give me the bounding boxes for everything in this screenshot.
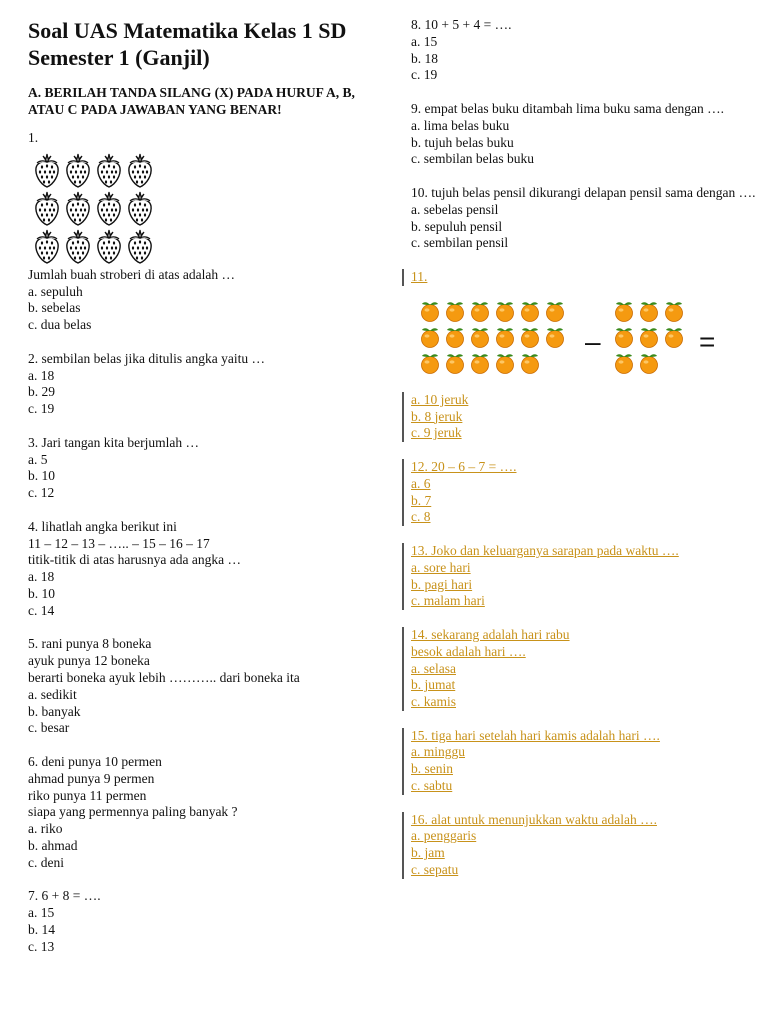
instruction-heading: A. BERILAH TANDA SILANG (X) PADA HURUF A, B, ATAU C PADA JAWABAN YANG BENAR!	[28, 85, 355, 117]
orange-icon	[663, 326, 685, 348]
question-8	[411, 17, 756, 84]
orange-subtraction-picture	[419, 300, 756, 390]
option-b: b. 14	[28, 921, 55, 937]
question-line-3: riko punya 11 permen	[28, 787, 147, 803]
orange-icon	[519, 326, 541, 348]
option-c: c. deni	[28, 854, 64, 870]
orange-icon	[663, 300, 685, 322]
orange-icon	[469, 300, 491, 322]
option-a: a. 18	[28, 367, 55, 383]
strawberry-icon	[63, 189, 93, 227]
change-bar	[402, 392, 404, 442]
option-a: a. riko	[28, 821, 63, 837]
option-c: c. dua belas	[28, 317, 92, 333]
question-10	[411, 185, 756, 252]
minus-sign: –	[585, 325, 601, 357]
left-column	[28, 0, 378, 955]
question-line-3: berarti boneka ayuk lebih ……….. dari boneka ita	[28, 669, 300, 685]
orange-icon	[444, 352, 466, 374]
orange-icon	[419, 326, 441, 348]
question-text: 13. Joko dan keluarganya sarapan pada waktu ….	[411, 542, 679, 558]
question-text: 7. 6 + 8 = ….	[28, 888, 101, 904]
question-text: 14. sekarang adalah hari rabu	[411, 626, 570, 642]
orange-icon	[494, 326, 516, 348]
orange-icon	[613, 326, 635, 348]
question-11	[411, 269, 756, 390]
orange-icon	[494, 300, 516, 322]
option-c: c. 9 jeruk	[411, 425, 462, 441]
question-text: 2. sembilan belas jika ditulis angka yaitu …	[28, 350, 265, 366]
option-c: c. 13	[28, 938, 55, 954]
strawberry-icon	[32, 151, 62, 189]
change-bar	[402, 459, 404, 526]
option-c: c. 8	[411, 509, 431, 525]
orange-icon	[519, 352, 541, 374]
question-9	[411, 101, 756, 168]
strawberry-icon	[32, 189, 62, 227]
option-b: b. 10	[28, 468, 55, 484]
option-a: a. lima belas buku	[411, 117, 510, 133]
question-line-1: 6. deni punya 10 permen	[28, 753, 162, 769]
question-text-2: besok adalah hari ….	[411, 643, 526, 659]
option-b: b. ahmad	[28, 837, 78, 853]
change-bar	[402, 627, 404, 711]
option-c: c. sembilan belas buku	[411, 151, 534, 167]
question-6	[28, 754, 378, 872]
question-text: 8. 10 + 5 + 4 = ….	[411, 17, 512, 32]
option-c: c. 14	[28, 602, 55, 618]
question-line-4: siapa yang permennya paling banyak ?	[28, 804, 238, 820]
orange-icon	[613, 300, 635, 322]
orange-icon	[638, 352, 660, 374]
question-5	[28, 636, 378, 737]
option-a: a. minggu	[411, 744, 465, 760]
option-b: b. jam	[411, 845, 445, 861]
option-b: b. sebelas	[28, 300, 81, 316]
option-b: b. senin	[411, 761, 453, 777]
strawberry-icon	[32, 227, 62, 265]
question-number: 1.	[28, 130, 39, 145]
strawberry-icon	[94, 227, 124, 265]
option-a: a. sepuluh	[28, 283, 83, 299]
equals-sign: =	[699, 325, 716, 357]
option-a: a. 18	[28, 569, 55, 585]
question-16	[411, 812, 756, 879]
question-text: 9. empat belas buku ditambah lima buku sama dengan ….	[411, 100, 725, 116]
option-c: c. sepatu	[411, 862, 459, 878]
strawberry-icon	[94, 151, 124, 189]
option-a: a. penggaris	[411, 828, 477, 844]
orange-icon	[638, 326, 660, 348]
question-text: 15. tiga hari setelah hari kamis adalah hari ….	[411, 727, 660, 743]
orange-icon	[519, 300, 541, 322]
option-a: a. 6	[411, 475, 431, 491]
orange-icon	[419, 300, 441, 322]
question-line-2: ahmad punya 9 permen	[28, 770, 155, 786]
orange-icon	[544, 326, 566, 348]
question-4	[28, 519, 378, 620]
question-text: 10. tujuh belas pensil dikurangi delapan pensil sama dengan ….	[411, 184, 756, 200]
question-12	[411, 459, 756, 526]
right-column	[411, 17, 756, 879]
option-a: a. sedikit	[28, 686, 77, 702]
question-1	[28, 130, 378, 334]
change-bar	[402, 543, 404, 610]
question-2	[28, 351, 378, 418]
option-b: b. banyak	[28, 703, 81, 719]
option-c: c. 12	[28, 485, 55, 501]
strawberry-icon	[125, 227, 155, 265]
orange-icon	[419, 352, 441, 374]
option-b: b. pagi hari	[411, 576, 473, 592]
option-c: c. malam hari	[411, 593, 485, 609]
strawberry-picture	[32, 151, 378, 265]
question-text-2: titik-titik di atas harusnya ada angka …	[28, 552, 241, 568]
question-line-1: 5. rani punya 8 boneka	[28, 636, 152, 652]
question-text: 16. alat untuk menunjukkan waktu adalah ….	[411, 811, 657, 827]
change-bar	[402, 728, 404, 795]
option-c: c. 19	[411, 67, 438, 83]
option-b: b. 7	[411, 492, 432, 508]
orange-icon	[613, 352, 635, 374]
orange-icon	[469, 352, 491, 374]
question-line-2: ayuk punya 12 boneka	[28, 653, 150, 669]
orange-icon	[469, 326, 491, 348]
option-a: a. 5	[28, 451, 48, 467]
strawberry-icon	[125, 189, 155, 227]
question-number: 11.	[411, 268, 428, 284]
question-3	[28, 435, 378, 502]
question-13	[411, 543, 756, 610]
option-a: a. 15	[28, 905, 55, 921]
orange-icon	[638, 300, 660, 322]
option-a: a. sebelas pensil	[411, 201, 499, 217]
option-c: c. kamis	[411, 694, 456, 710]
change-bar	[402, 269, 404, 286]
strawberry-icon	[63, 227, 93, 265]
option-c: c. sabtu	[411, 778, 453, 794]
option-a: a. 15	[411, 33, 438, 49]
question-14	[411, 627, 756, 711]
orange-icon	[494, 352, 516, 374]
question-7	[28, 888, 378, 955]
option-c: c. sembilan pensil	[411, 235, 509, 251]
option-a: a. sore hari	[411, 559, 471, 575]
option-b: b. 29	[28, 384, 55, 400]
option-c: c. 19	[28, 401, 55, 417]
option-b: b. 18	[411, 50, 438, 66]
option-b: b. 8 jeruk	[411, 408, 463, 424]
number-sequence: 11 – 12 – 13 – ….. – 15 – 16 – 17	[28, 535, 210, 551]
question-11-options	[411, 392, 756, 442]
option-b: b. jumat	[411, 677, 456, 693]
option-b: b. 10	[28, 585, 55, 601]
option-b: b. tujuh belas buku	[411, 134, 514, 150]
option-a: a. selasa	[411, 660, 456, 676]
document-title: Soal UAS Matematika Kelas 1 SD Semester 1 (Ganjil)	[28, 18, 347, 70]
orange-icon	[544, 300, 566, 322]
change-bar	[402, 812, 404, 879]
question-text: 4. lihatlah angka berikut ini	[28, 518, 177, 534]
strawberry-icon	[63, 151, 93, 189]
option-a: a. 10 jeruk	[411, 391, 469, 407]
option-b: b. sepuluh pensil	[411, 218, 503, 234]
question-text: 12. 20 – 6 – 7 = ….	[411, 458, 517, 474]
option-c: c. besar	[28, 720, 70, 736]
orange-icon	[444, 300, 466, 322]
orange-icon	[444, 326, 466, 348]
question-text: Jumlah buah stroberi di atas adalah …	[28, 266, 235, 282]
strawberry-icon	[125, 151, 155, 189]
strawberry-icon	[94, 189, 124, 227]
question-15	[411, 728, 756, 795]
question-text: 3. Jari tangan kita berjumlah …	[28, 434, 199, 450]
